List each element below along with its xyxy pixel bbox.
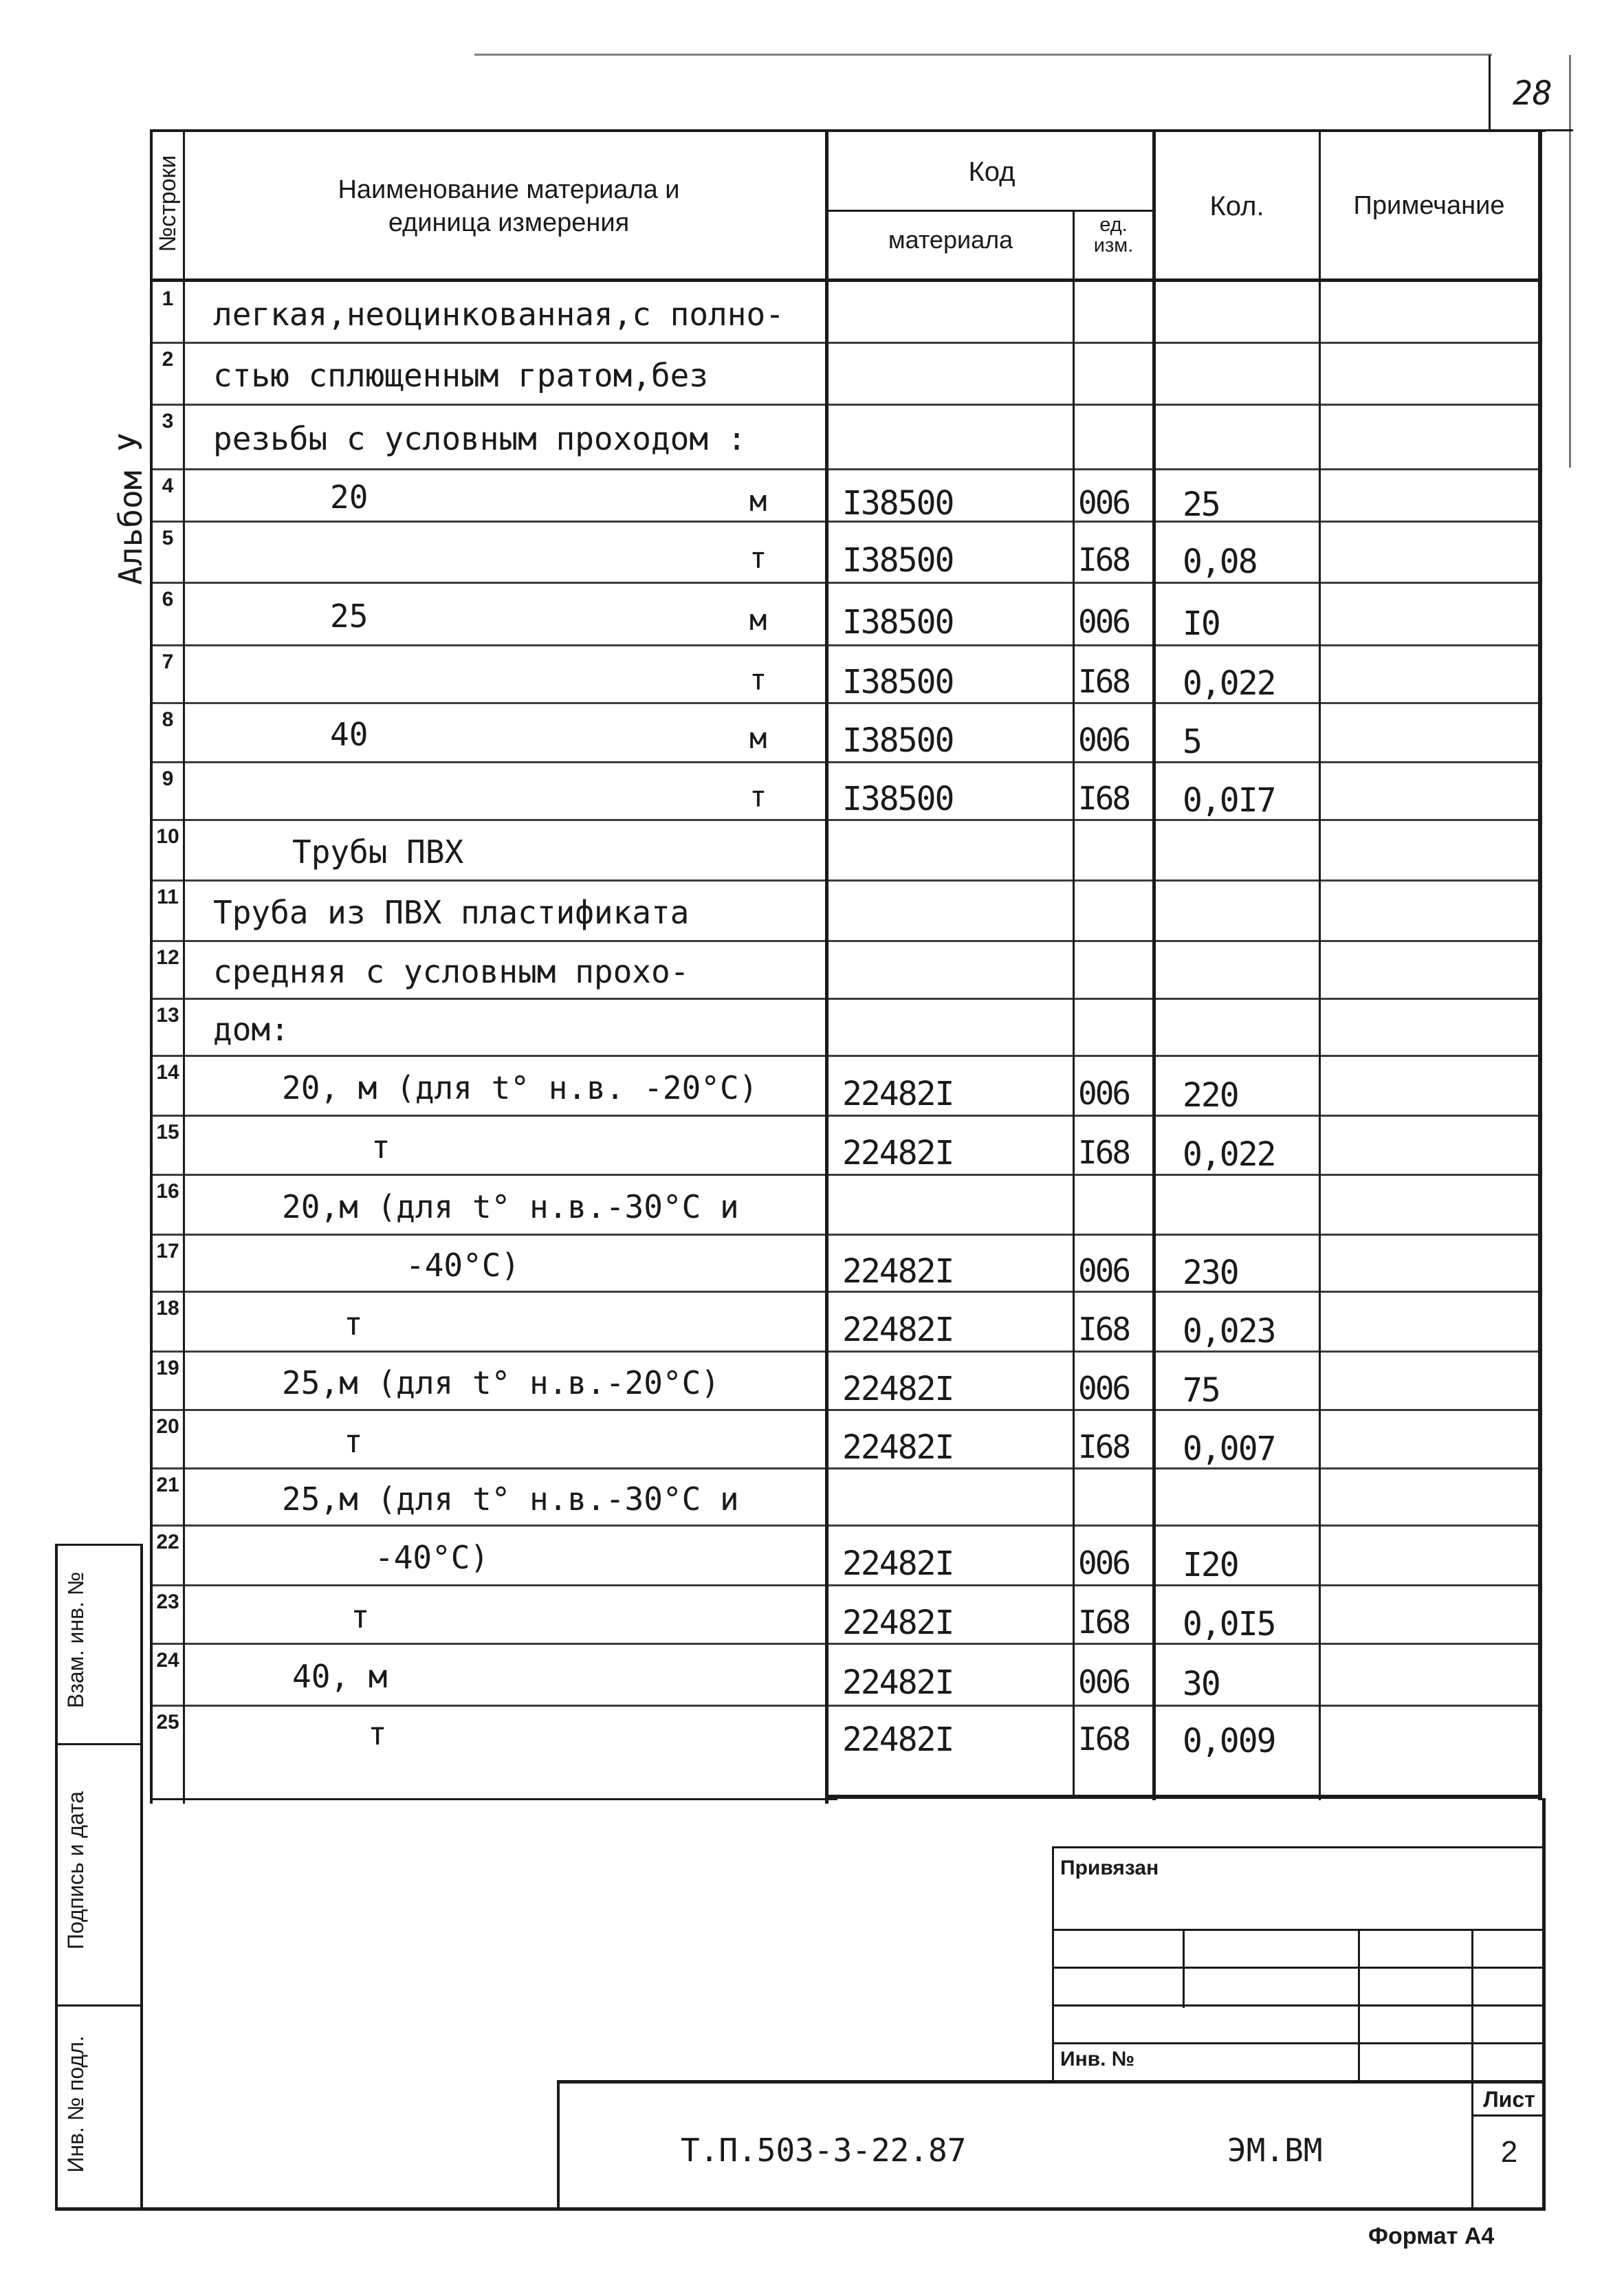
row-quantity: 0,007 <box>1183 1430 1275 1468</box>
row-number: 14 <box>156 1061 179 1084</box>
row-number: 10 <box>156 825 179 848</box>
row-name: резьбы с условным проходом : <box>213 420 747 457</box>
row-quantity: 0,009 <box>1183 1722 1275 1760</box>
row-material-code: I38500 <box>842 721 954 760</box>
row-material-code: I38500 <box>842 484 954 523</box>
row-name: т <box>344 1305 363 1342</box>
row-quantity: 0,023 <box>1183 1312 1275 1351</box>
row-number: 8 <box>162 708 174 731</box>
row-material-code: 22482I <box>842 1311 954 1349</box>
row-number: 4 <box>162 474 174 497</box>
row-name: 25 <box>330 598 369 635</box>
row-material-code: 22482I <box>842 1370 954 1408</box>
row-name: стью сплющенным гратом,без <box>213 357 709 394</box>
row-unit-code: I68 <box>1078 1311 1130 1348</box>
list-number: 2 <box>1500 2135 1518 2169</box>
row-number: 23 <box>156 1590 179 1613</box>
row-number: 22 <box>156 1531 179 1553</box>
row-name: 20 <box>330 479 369 516</box>
document-mark: ЭМ.ВМ <box>1227 2132 1323 2169</box>
row-unit-text: т <box>749 780 767 813</box>
row-number: 25 <box>156 1711 179 1734</box>
row-material-code: 22482I <box>842 1252 954 1291</box>
row-name: т <box>344 1423 363 1460</box>
row-material-code: I38500 <box>842 541 954 580</box>
row-unit-text: т <box>749 541 767 575</box>
row-unit-code: I68 <box>1078 1428 1130 1465</box>
row-number: 9 <box>162 767 174 790</box>
row-quantity: 0,08 <box>1183 543 1257 581</box>
row-unit-code: 006 <box>1078 721 1130 758</box>
row-number: 21 <box>156 1474 179 1496</box>
row-number: 20 <box>156 1415 179 1438</box>
row-number: 12 <box>156 946 179 969</box>
header-row-number: №строки <box>155 155 181 252</box>
format-label: Формат А4 <box>1368 2223 1495 2249</box>
row-quantity: 220 <box>1183 1076 1238 1115</box>
row-number: 1 <box>162 287 174 310</box>
row-name: 40 <box>330 716 369 753</box>
row-material-code: I38500 <box>842 663 954 701</box>
stamp-vzam-inv: Взам. инв. № <box>63 1571 88 1709</box>
row-unit-code: I68 <box>1078 1134 1130 1171</box>
row-unit-text: м <box>749 603 767 637</box>
row-number: 15 <box>156 1121 179 1144</box>
row-quantity: 75 <box>1183 1371 1220 1410</box>
row-unit-code: 006 <box>1078 1544 1130 1582</box>
row-unit-code: I68 <box>1078 1720 1130 1758</box>
row-material-code: 22482I <box>842 1720 954 1759</box>
stamp-sign-date: Подпись и дата <box>63 1791 88 1950</box>
row-number: 24 <box>156 1649 179 1672</box>
row-unit-code: 006 <box>1078 1075 1130 1112</box>
row-name: -40°С) <box>375 1539 490 1576</box>
row-number: 5 <box>162 527 174 549</box>
document-code: Т.П.503-3-22.87 <box>681 2132 967 2169</box>
header-material: материала <box>888 226 1013 254</box>
row-number: 2 <box>162 348 174 371</box>
row-name: т <box>351 1598 370 1635</box>
row-name: легкая,неоцинкованная,с полно- <box>213 296 784 333</box>
row-quantity: 0,022 <box>1183 664 1275 703</box>
row-name: т <box>368 1715 387 1752</box>
row-number: 3 <box>162 410 174 433</box>
row-name: 25,м (для t° н.в.-30°С и <box>282 1480 739 1518</box>
row-unit-text: м <box>749 721 767 755</box>
row-number: 16 <box>156 1180 179 1203</box>
row-number: 11 <box>157 886 179 908</box>
row-quantity: 25 <box>1183 485 1220 524</box>
row-name: 20,м (для t° н.в.-30°С и <box>282 1188 739 1225</box>
row-quantity: 230 <box>1183 1254 1238 1292</box>
row-unit-code: 006 <box>1078 603 1130 640</box>
row-unit-code: I68 <box>1078 541 1130 578</box>
row-number: 6 <box>162 588 174 611</box>
row-unit-text: м <box>749 484 767 518</box>
row-material-code: 22482I <box>842 1544 954 1583</box>
header-note: Примечание <box>1353 191 1505 220</box>
row-material-code: 22482I <box>842 1134 954 1172</box>
row-name: средняя с условным прохо- <box>213 953 690 990</box>
row-name: 25,м (для t° н.в.-20°С) <box>282 1364 720 1401</box>
row-unit-text: т <box>749 663 767 697</box>
row-material-code: 22482I <box>842 1663 954 1702</box>
row-quantity: 30 <box>1183 1665 1220 1703</box>
row-unit-code: 006 <box>1078 1370 1130 1407</box>
row-number: 19 <box>156 1357 179 1379</box>
row-unit-code: 006 <box>1078 484 1130 521</box>
row-number: 7 <box>162 651 174 673</box>
row-name: Труба из ПВХ пластификата <box>213 894 690 931</box>
row-unit-code: 006 <box>1078 1663 1130 1701</box>
row-quantity: 0,022 <box>1183 1135 1275 1174</box>
row-material-code: 22482I <box>842 1428 954 1467</box>
row-name: 40, м <box>292 1658 388 1695</box>
privyazan-label: Привязан <box>1060 1857 1159 1879</box>
row-material-code: 22482I <box>842 1604 954 1642</box>
row-quantity: 0,0I5 <box>1183 1605 1275 1643</box>
row-material-code: I38500 <box>842 603 954 642</box>
row-number: 13 <box>156 1004 179 1027</box>
row-name: -40°С) <box>406 1247 520 1284</box>
header-unit: ед. изм. <box>1093 214 1134 256</box>
row-quantity: 5 <box>1183 723 1201 761</box>
inv-no-label: Инв. № <box>1060 2048 1135 2070</box>
row-name: 20, м (для t° н.в. -20°С) <box>282 1069 758 1106</box>
header-code: Код <box>968 157 1016 187</box>
row-quantity: I20 <box>1183 1546 1238 1584</box>
album-label: Альбом У <box>112 433 149 585</box>
row-unit-code: I68 <box>1078 1604 1130 1641</box>
row-quantity: I0 <box>1183 604 1220 643</box>
row-material-code: 22482I <box>842 1075 954 1113</box>
row-number: 17 <box>156 1240 179 1262</box>
stamp-inv-podl: Инв. № подл. <box>63 2035 88 2173</box>
row-number: 18 <box>156 1297 179 1320</box>
header-name: Наименование материала и единица измерения <box>338 175 680 237</box>
row-name: дом: <box>213 1011 289 1048</box>
row-unit-code: I68 <box>1078 780 1130 817</box>
row-name: Трубы ПВХ <box>292 833 464 871</box>
header-qty: Кол. <box>1209 191 1264 221</box>
row-name: т <box>371 1128 391 1166</box>
row-material-code: I38500 <box>842 780 954 818</box>
row-quantity: 0,0I7 <box>1183 781 1275 820</box>
row-unit-code: I68 <box>1078 663 1130 700</box>
row-unit-code: 006 <box>1078 1252 1130 1289</box>
list-label: Лист <box>1483 2087 1535 2112</box>
page-number: 28 <box>1513 74 1552 113</box>
